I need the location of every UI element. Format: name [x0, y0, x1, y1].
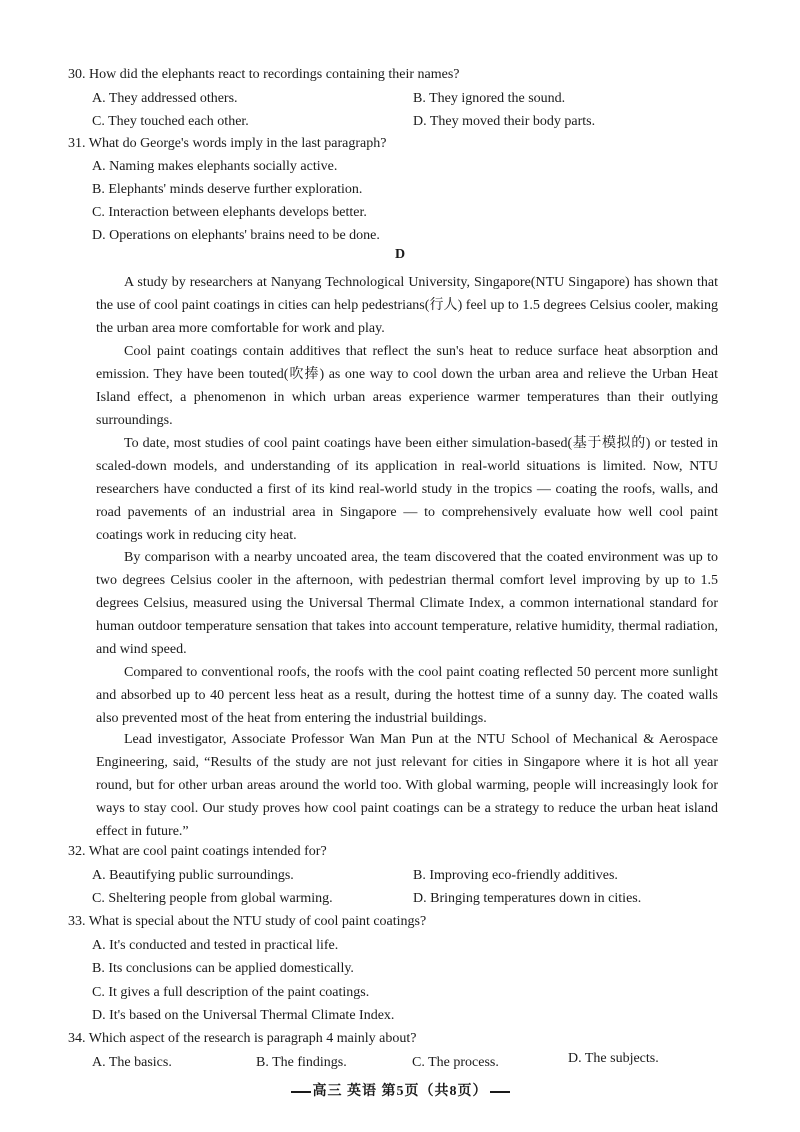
q32-option-d: D. Bringing temperatures down in cities. — [413, 891, 642, 906]
q32-option-c: C. Sheltering people from global warming. — [92, 891, 333, 906]
q33-option-a: A. It's conducted and tested in practical life. — [92, 938, 339, 953]
q34-option-c: C. The process. — [412, 1055, 499, 1070]
q34-option-b: B. The findings. — [256, 1055, 347, 1070]
q30-option-c: C. They touched each other. — [92, 114, 249, 129]
q33-option-b: B. Its conclusions can be applied domestically. — [92, 961, 354, 976]
q31-option-d: D. Operations on elephants' brains need to be done. — [92, 228, 380, 243]
q34-option-d: D. The subjects. — [568, 1051, 659, 1066]
q34-option-a: A. The basics. — [92, 1055, 172, 1070]
question-30: 30. How did the elephants react to recordings containing their names? — [68, 67, 460, 82]
q33-option-c: C. It gives a full description of the paint coatings. — [92, 985, 370, 1000]
q30-option-a: A. They addressed others. — [92, 91, 238, 106]
question-31: 31. What do George's words imply in the last paragraph? — [68, 136, 387, 151]
passage-paragraph-5: Compared to conventional roofs, the roofs with the cool paint coating reflected 50 percent more sunlight and absorbed up to 40 percent less heat as a result, during the hottest time of a sunny day. The coated walls also prevented most of the heat from entering the industrial buildings. — [96, 665, 718, 726]
question-33: 33. What is special about the NTU study of cool paint coatings? — [68, 914, 427, 929]
q32-option-b: B. Improving eco-friendly additives. — [413, 868, 618, 883]
q33-option-d: D. It's based on the Universal Thermal Climate Index. — [92, 1008, 395, 1023]
passage-paragraph-6: Lead investigator, Associate Professor Wan Man Pun at the NTU School of Mechanical & Aerospace Engineering, said, “Results of the study are not just relevant for cities in Singapore where it is hot all year round, but for other urban areas around the world too. With global warming, people will increasingly look for ways to stay cool. Our study proves how cool paint coatings can be a strategy to reduce the urban heat island effect in future.” — [96, 732, 718, 839]
passage-paragraph-2: Cool paint coatings contain additives that reflect the sun's heat to reduce surface heat absorption and emission. They have been touted(吹捧) as one way to cool down the urban area and relieve the Urban Heat Island effect, a phenomenon in which urban areas experience warmer temperatures than their outlying surroundings. — [96, 344, 718, 428]
footer-dash-left — [291, 1091, 311, 1093]
question-32: 32. What are cool paint coatings intended for? — [68, 844, 327, 859]
question-34: 34. Which aspect of the research is paragraph 4 mainly about? — [68, 1031, 417, 1046]
q31-option-b: B. Elephants' minds deserve further exploration. — [92, 182, 363, 197]
footer-text: 高三 英语 第5页（共8页） — [312, 1084, 488, 1099]
page-footer — [0, 1080, 800, 1100]
passage-paragraph-3: To date, most studies of cool paint coatings have been either simulation-based(基于模拟的) or tested in scaled-down models, and understanding of its application in real-world situations is limited. Now, NTU researchers have conducted a first of its kind real-world study in the tropics — coating the roofs, walls, and road pavements of an industrial area in Singapore — to comprehensively evaluate how well cool paint coatings work in reducing city heat. — [96, 436, 718, 543]
q31-option-c: C. Interaction between elephants develops better. — [92, 205, 367, 220]
q32-option-a: A. Beautifying public surroundings. — [92, 868, 294, 883]
q30-option-b: B. They ignored the sound. — [413, 91, 566, 106]
passage-paragraph-1: A study by researchers at Nanyang Technological University, Singapore(NTU Singapore) has shown that the use of cool paint coatings in cities can help pedestrians(行人) feel up to 1.5 degrees Celsius cooler, making the urban area more comfortable for work and play. — [96, 275, 718, 336]
footer-dash-right — [490, 1091, 510, 1093]
section-label: D — [394, 247, 406, 262]
q30-option-d: D. They moved their body parts. — [413, 114, 596, 129]
q31-option-a: A. Naming makes elephants socially active. — [92, 159, 338, 174]
passage-paragraph-4: By comparison with a nearby uncoated area, the team discovered that the coated environment was up to two degrees Celsius cooler in the afternoon, with pedestrian thermal comfort level improving by up to 1.5 degrees Celsius, measured using the Universal Thermal Climate Index, a common international standard for human outdoor temperature sensation that takes into account temperature, relative humidity, thermal radiation, and wind speed. — [96, 550, 718, 657]
